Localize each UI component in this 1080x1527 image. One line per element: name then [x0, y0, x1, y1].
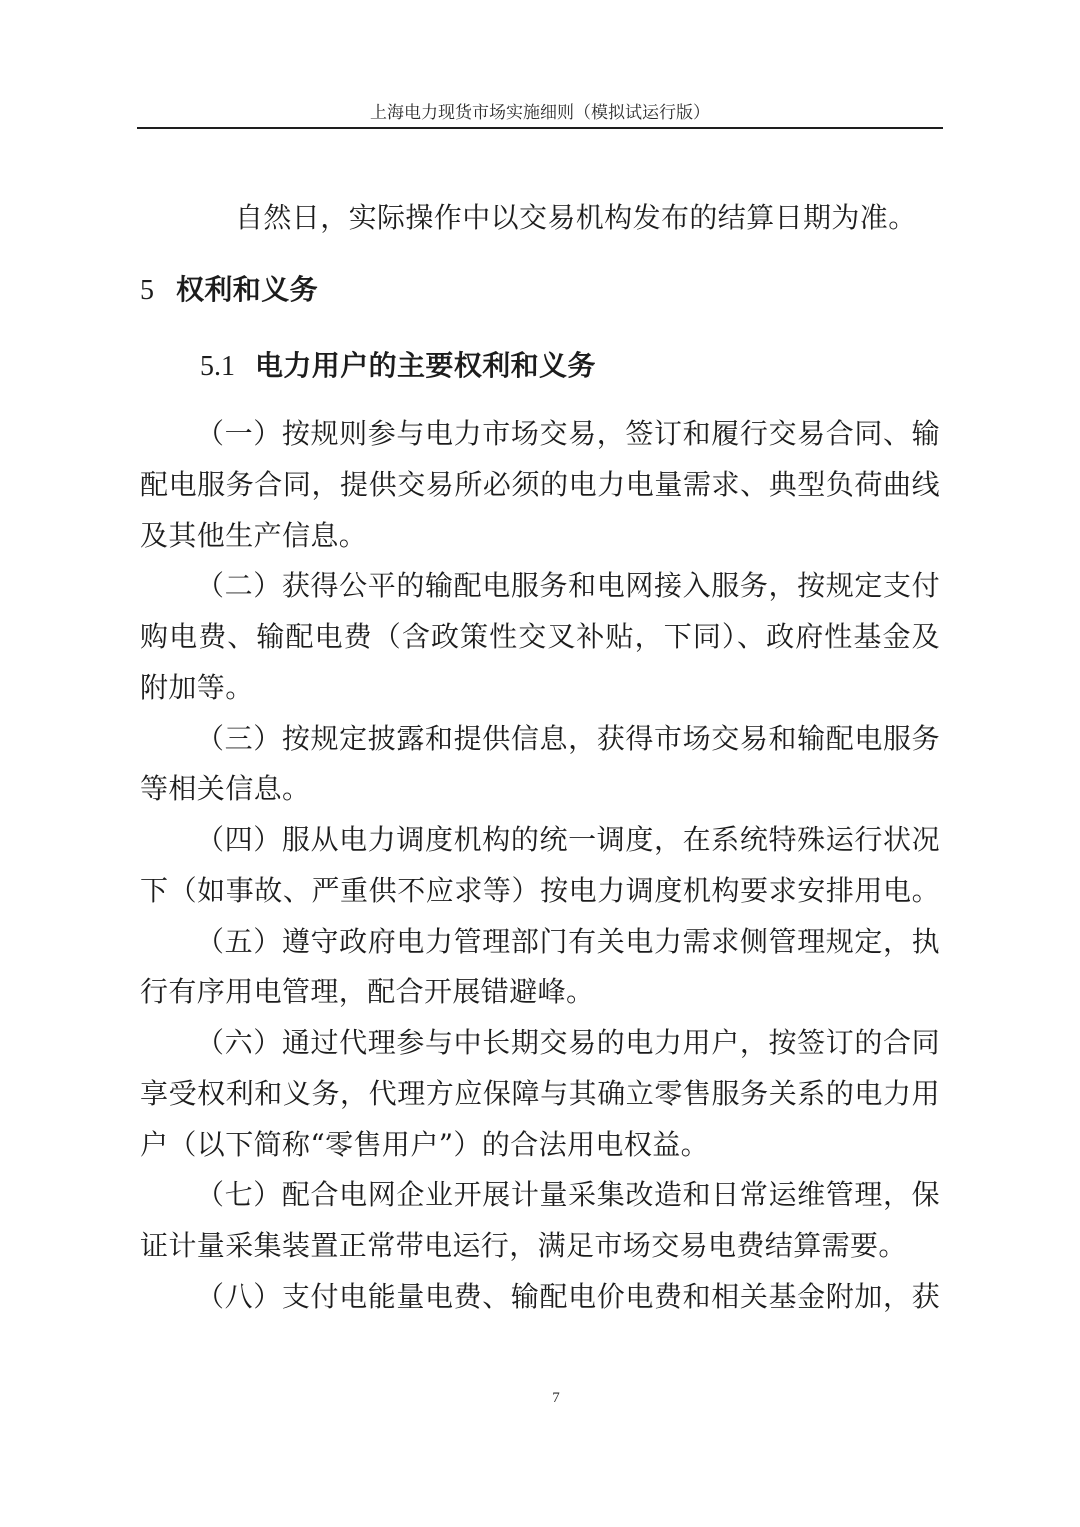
text-line: （五）遵守政府电力管理部门有关电力需求侧管理规定，执 [196, 924, 940, 958]
text-line: 附加等。 [140, 670, 254, 704]
paragraph-1 [140, 409, 940, 561]
paragraph-4 [140, 815, 940, 917]
text-line: 及其他生产信息。 [140, 518, 368, 552]
section-number: 5 [140, 275, 154, 306]
text-line: 户（以下简称“零售用户”）的合法用电权益。 [140, 1127, 710, 1161]
section-title: 权利和义务 [176, 273, 319, 306]
section-heading [140, 264, 940, 315]
subsection-title: 电力用户的主要权利和义务 [255, 349, 596, 382]
text-line: 证计量采集装置正常带电运行，满足市场交易电费结算需要。 [140, 1229, 907, 1262]
paragraph-7 [140, 1170, 940, 1272]
paragraph-8 [140, 1272, 940, 1323]
text-line: （三）按规定披露和提供信息，获得市场交易和输配电服务 [196, 721, 940, 755]
text-line: （七）配合电网企业开展计量采集改造和日常运维管理，保 [196, 1178, 940, 1212]
paragraph-3 [140, 714, 940, 816]
subsection-number: 5.1 [200, 351, 235, 382]
text-line: （二）获得公平的输配电服务和电网接入服务，按规定支付 [196, 569, 940, 603]
continued-text-line: 自然日，实际操作中以交易机构发布的结算日期为准。 [235, 201, 917, 234]
text-line: 行有序用电管理，配合开展错避峰。 [140, 975, 595, 1009]
text-line: （一）按规则参与电力市场交易，签订和履行交易合同、输 [196, 417, 940, 450]
text-line: 等相关信息。 [140, 772, 311, 806]
paragraph-list [140, 409, 940, 1323]
running-header: 上海电力现货市场实施细则（模拟试运行版） [370, 103, 710, 123]
paragraph-2 [140, 561, 940, 713]
text-line: （四）服从电力调度机构的统一调度，在系统特殊运行状况 [196, 823, 940, 856]
page-body [140, 192, 940, 1323]
text-line: （八）支付电能量电费、输配电价电费和相关基金附加，获 [196, 1279, 940, 1313]
text-line: 配电服务合同，提供交易所必须的电力电量需求、典型负荷曲线 [140, 467, 940, 501]
text-line: 下（如事故、严重供不应求等）按电力调度机构要求安排用电。 [140, 873, 940, 907]
text-line: （六）通过代理参与中长期交易的电力用户，按签订的合同 [196, 1026, 940, 1059]
subsection-heading [140, 340, 940, 391]
page-number: 7 [552, 1390, 560, 1406]
text-line: 购电费、输配电费（含政策性交叉补贴，下同）、政府性基金及 [140, 620, 940, 653]
paragraph-6 [140, 1018, 940, 1170]
text-line: 享受权利和义务，代理方应保障与其确立零售服务关系的电力用 [140, 1076, 940, 1110]
header-divider [137, 127, 943, 129]
paragraph-5 [140, 917, 940, 1019]
